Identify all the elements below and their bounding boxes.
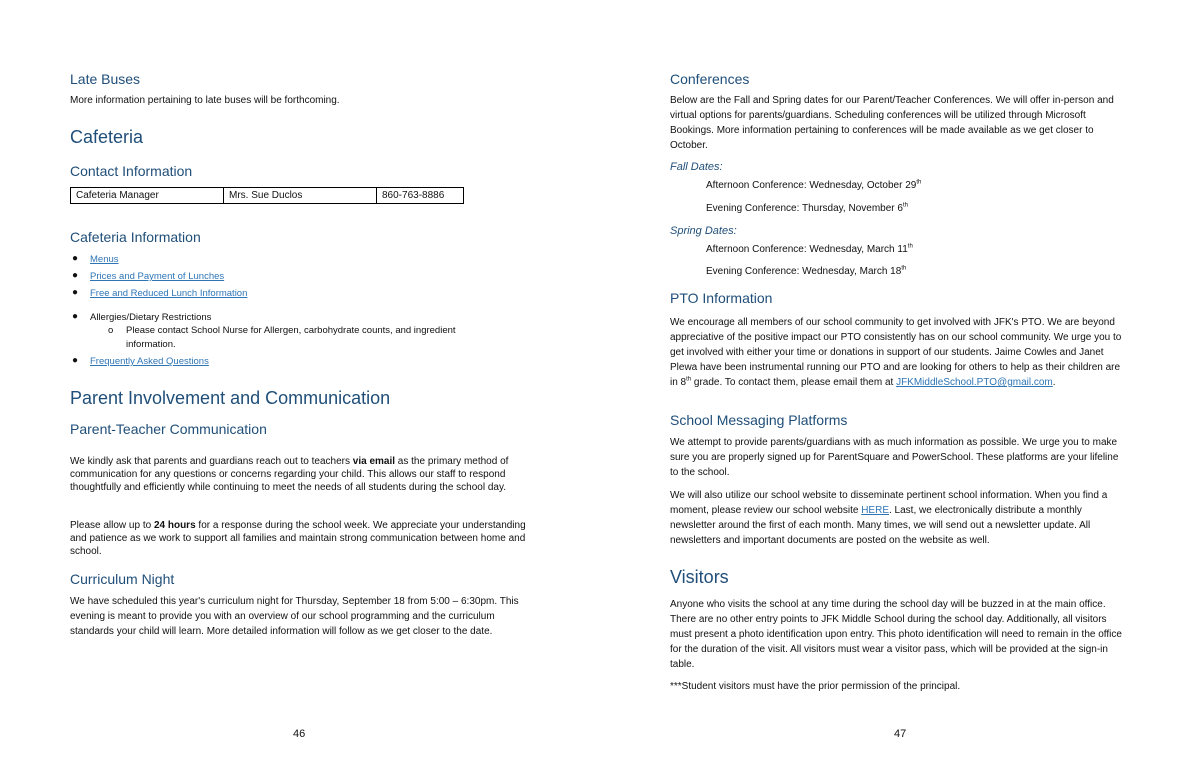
allergies-label: Allergies/Dietary Restrictions: [90, 312, 212, 323]
parent-comm-paragraph-2: Please allow up to 24 hours for a response during the school week. We appreciate your understanding and patience as we work to support all families and maintain strong communication between home and school.: [70, 520, 526, 557]
table-row: [71, 188, 464, 204]
visitors-paragraph-1: Anyone who visits the school at any time during the school day will be buzzed in at the main office. There are no other entry points to JFK Middle School during the school day. Additionally, all visitors must present a photo identification upon entry. This photo identification will need to remain in the office for the duration of the visit. All visitors must wear a visitor pass, which will be provided at the sign-in table.: [670, 599, 1122, 670]
page-number-right: 47: [894, 728, 907, 740]
late-buses-text: More information pertaining to late buses will be forthcoming.: [70, 95, 340, 106]
fall-date-1: Afternoon Conference: Wednesday, October 29th: [706, 179, 922, 191]
curriculum-night-text: We have scheduled this year's curriculum night for Thursday, September 18 from 5:00 – 6:30pm. This evening is meant to provide you with an overview of our school programming and the curriculum standards your child will learn. More detailed information will follow as we get closer to the date.: [70, 596, 519, 637]
spring-date-2: Evening Conference: Wednesday, March 18th: [706, 265, 907, 277]
table-cell-name: Mrs. Sue Duclos: [224, 188, 377, 204]
conferences-heading: Conferences: [670, 71, 750, 87]
list-item: ● Allergies/Dietary Restrictions: [72, 311, 212, 323]
hollow-bullet-icon: o: [108, 325, 114, 336]
contact-info-heading: Contact Information: [70, 163, 193, 179]
curriculum-night-heading: Curriculum Night: [70, 571, 175, 587]
list-item: ● Prices and Payment of Lunches: [72, 270, 225, 282]
cafeteria-heading: Cafeteria: [70, 127, 144, 147]
free-reduced-lunch-link[interactable]: Free and Reduced Lunch Information: [90, 288, 248, 299]
parent-comm-paragraph-1: We kindly ask that parents and guardians reach out to teachers via email as the primary method of communication for any questions or concerns regarding your child. This allows our staff to respond thoughtfully and efficiently while continuing to meet the needs of all students during the school day.: [70, 456, 509, 493]
right-page: [670, 0, 1130, 776]
allergies-sub-item: [108, 324, 546, 352]
pto-email-link[interactable]: JFKMiddleSchool.PTO@gmail.com: [896, 377, 1053, 388]
school-website-link[interactable]: HERE: [861, 505, 889, 516]
pto-heading: PTO Information: [670, 290, 773, 306]
conferences-text: Below are the Fall and Spring dates for our Parent/Teacher Conferences. We will offer in-person and virtual options for parents/guardians. Scheduling conferences will be utilized through Microsoft Bookings. More information pertaining to conferences will be made available as we get closer to October.: [670, 95, 1114, 151]
cafeteria-info-heading: Cafeteria Information: [70, 229, 201, 245]
table-cell-role: Cafeteria Manager: [71, 188, 224, 204]
visitors-paragraph-2: ***Student visitors must have the prior permission of the principal.: [670, 681, 961, 692]
cafeteria-contact-table: [70, 187, 464, 204]
page-number-left: 46: [293, 728, 306, 740]
fall-dates-heading: Fall Dates:: [670, 161, 723, 173]
fall-date-2: Evening Conference: Thursday, November 6th: [706, 202, 908, 214]
messaging-heading: School Messaging Platforms: [670, 412, 848, 428]
list-item: ● Free and Reduced Lunch Information: [72, 287, 248, 299]
spring-dates-heading: Spring Dates:: [670, 225, 737, 237]
parent-teacher-comm-heading: Parent-Teacher Communication: [70, 421, 267, 437]
list-item: ● Menus: [72, 253, 119, 265]
allergies-sub-line1: Please contact School Nurse for Allergen, carbohydrate counts, and ingredient: [126, 325, 456, 336]
late-buses-heading: Late Buses: [70, 71, 141, 87]
prices-payment-link[interactable]: Prices and Payment of Lunches: [90, 271, 225, 282]
list-item: ● Frequently Asked Questions: [72, 355, 209, 367]
menus-link[interactable]: Menus: [90, 254, 119, 265]
left-page: [70, 0, 540, 776]
messaging-paragraph-2: We will also utilize our school website to disseminate pertinent school information. When you find a moment, please review our school website HERE. Last, we electronically distribute a monthly newsletter around the first of each month. Many times, we will send out a newsletter update. All newsletters and important documents are posted on the website as well.: [670, 490, 1108, 546]
visitors-heading: Visitors: [670, 567, 729, 587]
spring-date-1: Afternoon Conference: Wednesday, March 11th: [706, 243, 913, 255]
table-cell-phone: 860-763-8886: [377, 188, 464, 204]
allergies-sub-line2: information.: [126, 339, 176, 350]
faq-link[interactable]: Frequently Asked Questions: [90, 356, 209, 367]
pto-text: We encourage all members of our school community to get involved with JFK's PTO. We are beyond appreciative of the positive impact our PTO consistently has on our school community. We urge you to get involved with either your time or donations in support of our students. Jaime Cowles and Janet Plewa have been instrumental running our PTO and are looking for others to help as their children are in 8th grade. To contact them, please email them at JFKMiddleSchool.PTO@gmail.com.: [670, 317, 1122, 388]
parent-involvement-heading: Parent Involvement and Communication: [70, 388, 391, 408]
messaging-paragraph-1: We attempt to provide parents/guardians with as much information as possible. We urge you to make sure you are properly signed up for ParentSquare and PowerSchool. These platforms are your lifeline to the school.: [670, 437, 1119, 478]
